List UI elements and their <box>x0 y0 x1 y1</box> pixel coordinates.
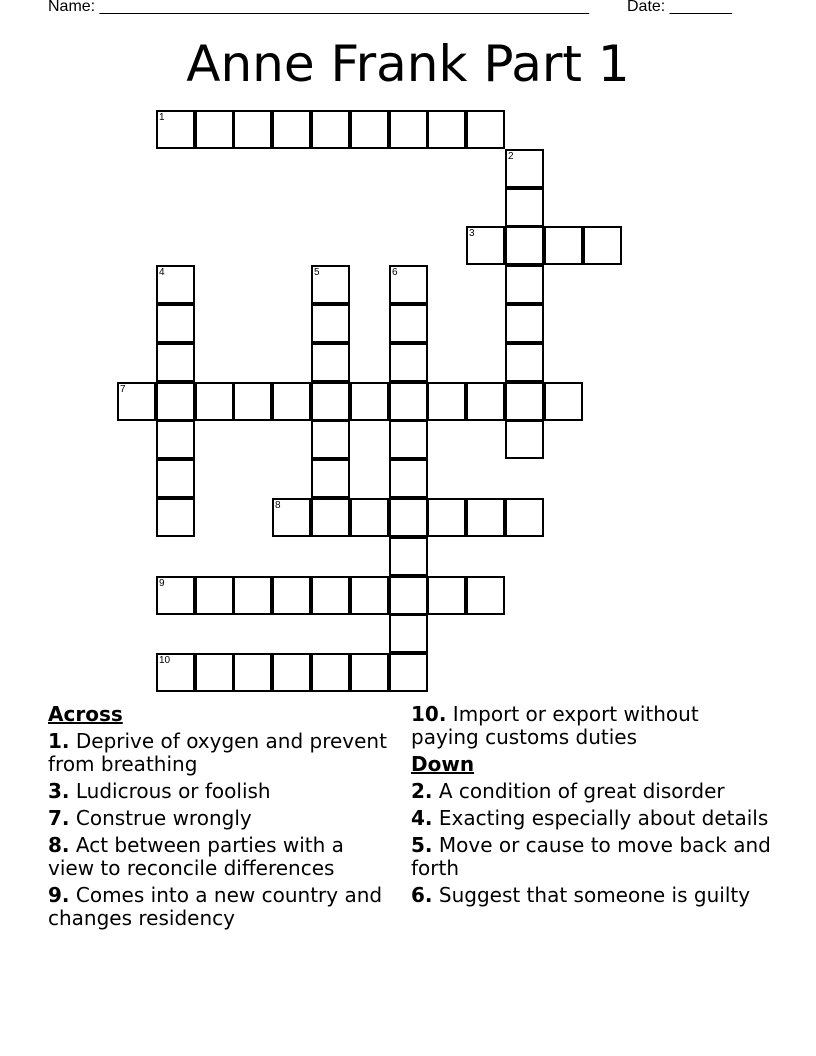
clue-text: Import or export without paying customs duties <box>411 702 699 749</box>
grid-cell[interactable] <box>156 459 195 498</box>
clue-number: 7. <box>48 806 70 830</box>
grid-cell[interactable] <box>505 304 544 343</box>
grid-cell[interactable] <box>544 226 583 265</box>
name-field-label: Name: _______________________________________________________ <box>48 0 589 15</box>
clue-text: Ludicrous or foolish <box>75 779 271 803</box>
grid-cell[interactable] <box>272 498 311 537</box>
clue-down-2 <box>411 780 771 803</box>
clue-across-8 <box>48 834 393 880</box>
grid-cell[interactable] <box>156 576 195 615</box>
grid-cell[interactable] <box>505 188 544 227</box>
grid-cell[interactable] <box>389 576 428 615</box>
grid-cell[interactable] <box>311 420 350 459</box>
grid-cell[interactable] <box>389 459 428 498</box>
clue-across-9 <box>48 884 393 930</box>
grid-cell[interactable] <box>505 420 544 459</box>
grid-cell[interactable] <box>156 498 195 537</box>
grid-cell[interactable] <box>311 459 350 498</box>
clue-number-label: 6 <box>392 267 398 278</box>
clue-number: 9. <box>48 883 70 907</box>
clue-number-label: 4 <box>159 267 165 278</box>
grid-cell[interactable] <box>466 226 505 265</box>
clue-across-7 <box>48 807 393 830</box>
grid-cell[interactable] <box>272 653 311 692</box>
clue-text: Move or cause to move back and forth <box>411 833 771 880</box>
clue-text: A condition of great disorder <box>438 779 725 803</box>
clues-column-right <box>411 703 771 911</box>
grid-cell[interactable] <box>311 653 350 692</box>
puzzle-title: Anne Frank Part 1 <box>186 35 630 93</box>
grid-cell[interactable] <box>156 420 195 459</box>
clue-number: 1. <box>48 729 70 753</box>
grid-cell[interactable] <box>311 382 350 421</box>
grid-cell[interactable] <box>544 382 583 421</box>
grid-cell[interactable] <box>156 653 195 692</box>
grid-cell[interactable] <box>311 110 350 149</box>
grid-cell[interactable] <box>505 149 544 188</box>
date-field-label: Date: _______ <box>627 0 732 15</box>
clue-number: 4. <box>411 806 433 830</box>
clue-text: Deprive of oxygen and prevent from breathing <box>48 729 387 776</box>
grid-cell[interactable] <box>466 498 505 537</box>
grid-cell[interactable] <box>389 614 428 653</box>
grid-cell[interactable] <box>389 265 428 304</box>
grid-cell[interactable] <box>389 382 428 421</box>
grid-cell[interactable] <box>389 304 428 343</box>
grid-cell[interactable] <box>466 110 505 149</box>
clue-across-10 <box>411 703 771 749</box>
down-heading: Down <box>411 752 475 776</box>
grid-cell[interactable] <box>195 653 234 692</box>
clue-number: 10. <box>411 702 447 726</box>
clue-down-4 <box>411 807 771 830</box>
clues-column-left <box>48 703 393 934</box>
grid-cell[interactable] <box>389 498 428 537</box>
grid-cell[interactable] <box>389 343 428 382</box>
clue-across-3 <box>48 780 393 803</box>
clue-number-label: 2 <box>508 151 514 162</box>
clue-number-label: 8 <box>275 500 281 511</box>
grid-cell[interactable] <box>389 110 428 149</box>
grid-cell[interactable] <box>233 576 272 615</box>
grid-cell[interactable] <box>272 382 311 421</box>
grid-cell[interactable] <box>117 382 156 421</box>
grid-cell[interactable] <box>350 653 389 692</box>
grid-cell[interactable] <box>156 343 195 382</box>
clue-number-label: 5 <box>314 267 320 278</box>
grid-cell[interactable] <box>195 110 234 149</box>
clue-number-label: 1 <box>159 112 165 123</box>
grid-cell[interactable] <box>389 537 428 576</box>
clue-text: Exacting especially about details <box>438 806 769 830</box>
grid-cell[interactable] <box>311 498 350 537</box>
clue-number-label: 10 <box>159 655 171 666</box>
grid-cell[interactable] <box>195 576 234 615</box>
clue-across-1 <box>48 730 393 776</box>
grid-cell[interactable] <box>427 110 466 149</box>
grid-cell[interactable] <box>156 304 195 343</box>
grid-cell[interactable] <box>233 653 272 692</box>
grid-cell[interactable] <box>195 382 234 421</box>
grid-cell[interactable] <box>272 110 311 149</box>
grid-cell[interactable] <box>272 576 311 615</box>
clue-number-label: 3 <box>469 228 475 239</box>
grid-cell[interactable] <box>466 382 505 421</box>
clue-number: 3. <box>48 779 70 803</box>
grid-cell[interactable] <box>156 265 195 304</box>
grid-cell[interactable] <box>466 576 505 615</box>
clue-number: 6. <box>411 883 433 907</box>
clue-text: Suggest that someone is guilty <box>438 883 751 907</box>
grid-cell[interactable] <box>427 576 466 615</box>
grid-cell[interactable] <box>233 110 272 149</box>
across-heading: Across <box>48 702 123 726</box>
grid-cell[interactable] <box>505 226 544 265</box>
grid-cell[interactable] <box>505 498 544 537</box>
grid-cell[interactable] <box>350 110 389 149</box>
clue-text: Act between parties with a view to reconcile differences <box>48 833 344 880</box>
clue-number: 8. <box>48 833 70 857</box>
clue-number: 5. <box>411 833 433 857</box>
grid-cell[interactable] <box>389 420 428 459</box>
grid-cell[interactable] <box>389 653 428 692</box>
grid-cell[interactable] <box>311 265 350 304</box>
grid-cell[interactable] <box>505 343 544 382</box>
clue-text: Comes into a new country and changes residency <box>48 883 383 930</box>
grid-cell[interactable] <box>233 382 272 421</box>
grid-cell[interactable] <box>311 343 350 382</box>
grid-cell[interactable] <box>156 110 195 149</box>
clue-number-label: 7 <box>120 384 126 395</box>
clue-down-6 <box>411 884 771 907</box>
clue-down-5 <box>411 834 771 880</box>
grid-cell[interactable] <box>350 382 389 421</box>
clue-number-label: 9 <box>159 578 165 589</box>
grid-cell[interactable] <box>311 576 350 615</box>
clue-number: 2. <box>411 779 433 803</box>
grid-cell[interactable] <box>583 226 622 265</box>
grid-cell[interactable] <box>427 382 466 421</box>
grid-cell[interactable] <box>350 576 389 615</box>
grid-cell[interactable] <box>505 265 544 304</box>
grid-cell[interactable] <box>505 382 544 421</box>
grid-cell[interactable] <box>311 304 350 343</box>
grid-cell[interactable] <box>350 498 389 537</box>
clue-text: Construe wrongly <box>75 806 252 830</box>
grid-cell[interactable] <box>427 498 466 537</box>
grid-cell[interactable] <box>156 382 195 421</box>
